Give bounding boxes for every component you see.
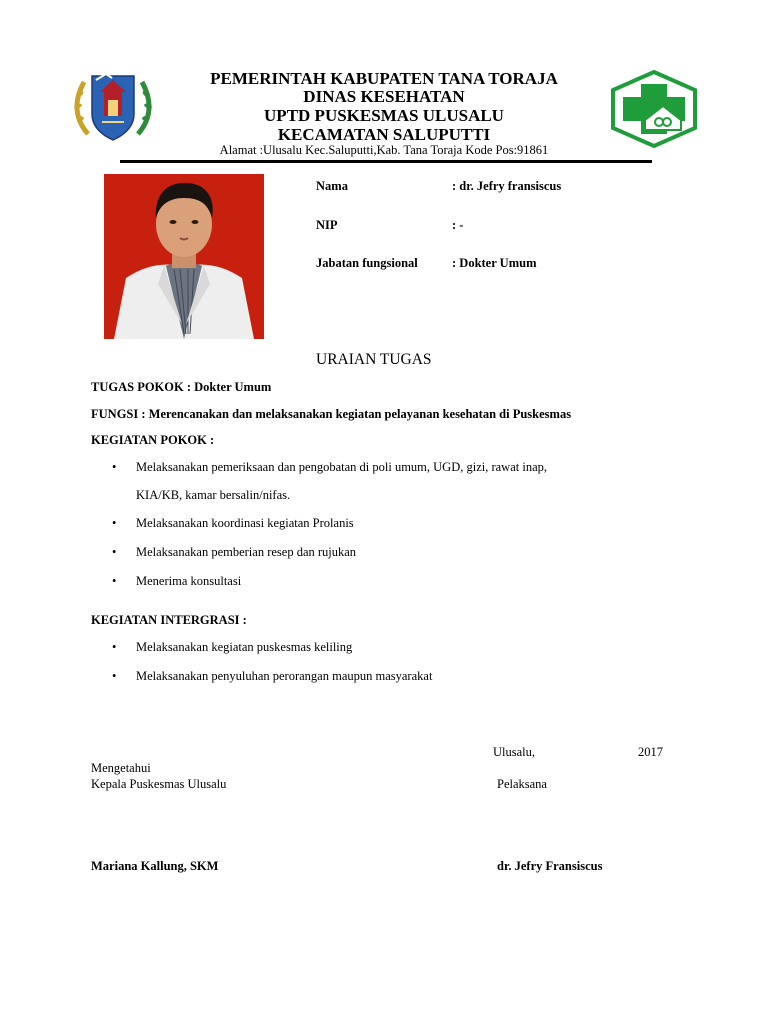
pelaksana-label: Pelaksana [497, 777, 547, 791]
fungsi: FUNGSI : Merencanakan dan melaksanakan kegiatan pelayanan kesehatan di Puskesmas [91, 407, 572, 421]
jabatan-value: : Dokter Umum [452, 256, 537, 270]
signature-year: 2017 [638, 745, 663, 759]
right-signatory-name: dr. Jefry Fransiscus [497, 859, 603, 873]
signature-place: Ulusalu, [493, 745, 536, 759]
kegiatan-integrasi-heading: KEGIATAN INTERGRASI : [91, 613, 247, 627]
list-item: • Melaksanakan penyuluhan perorangan maupun masyarakat [112, 669, 433, 683]
kegiatan-pokok-heading: KEGIATAN POKOK : [91, 433, 215, 447]
nip-label: NIP [316, 218, 338, 232]
list-item-continuation: KIA/KB, kamar bersalin/nifas. [136, 488, 291, 502]
bullet-icon: • [112, 516, 117, 530]
list-item: • Melaksanakan pemberian resep dan rujukan [112, 545, 357, 559]
header-address: Alamat :Ulusalu Kec.Saluputti,Kab. Tana Toraja Kode Pos:91861 [219, 143, 549, 157]
section-title: URAIAN TUGAS [316, 351, 432, 368]
header-divider [120, 160, 652, 163]
bullet-icon: • [112, 669, 117, 683]
list-item: • Menerima konsultasi [112, 574, 242, 588]
nama-value: : dr. Jefry fransiscus [452, 179, 562, 193]
header-line-4: KECAMATAN SALUPUTTI [277, 125, 491, 144]
list-item: • Melaksanakan koordinasi kegiatan Prolanis [112, 516, 354, 530]
header-line-2: DINAS KESEHATAN [303, 87, 465, 106]
bullet-icon: • [112, 640, 117, 654]
left-signatory-name: Mariana Kallung, SKM [91, 859, 219, 873]
list-item: • Melaksanakan kegiatan puskesmas keliling [112, 640, 353, 654]
nama-label: Nama [316, 179, 348, 193]
bullet-icon: • [112, 460, 117, 474]
bullet-icon: • [112, 545, 117, 559]
list-item: • Melaksanakan pemeriksaan dan pengobatan di poli umum, UGD, gizi, rawat inap, [112, 460, 547, 474]
profile-photo [104, 174, 264, 339]
bullet-icon: • [112, 574, 117, 588]
mengetahui-label: Mengetahui [91, 761, 151, 775]
tugas-pokok: TUGAS POKOK : Dokter Umum [91, 380, 272, 394]
jabatan-label: Jabatan fungsional [316, 256, 418, 270]
nip-value: : - [452, 218, 464, 232]
header-line-3: UPTD PUSKESMAS ULUSALU [264, 106, 504, 125]
kepala-label: Kepala Puskesmas Ulusalu [91, 777, 227, 791]
header-line-1: PEMERINTAH KABUPATEN TANA TORAJA [210, 69, 558, 88]
